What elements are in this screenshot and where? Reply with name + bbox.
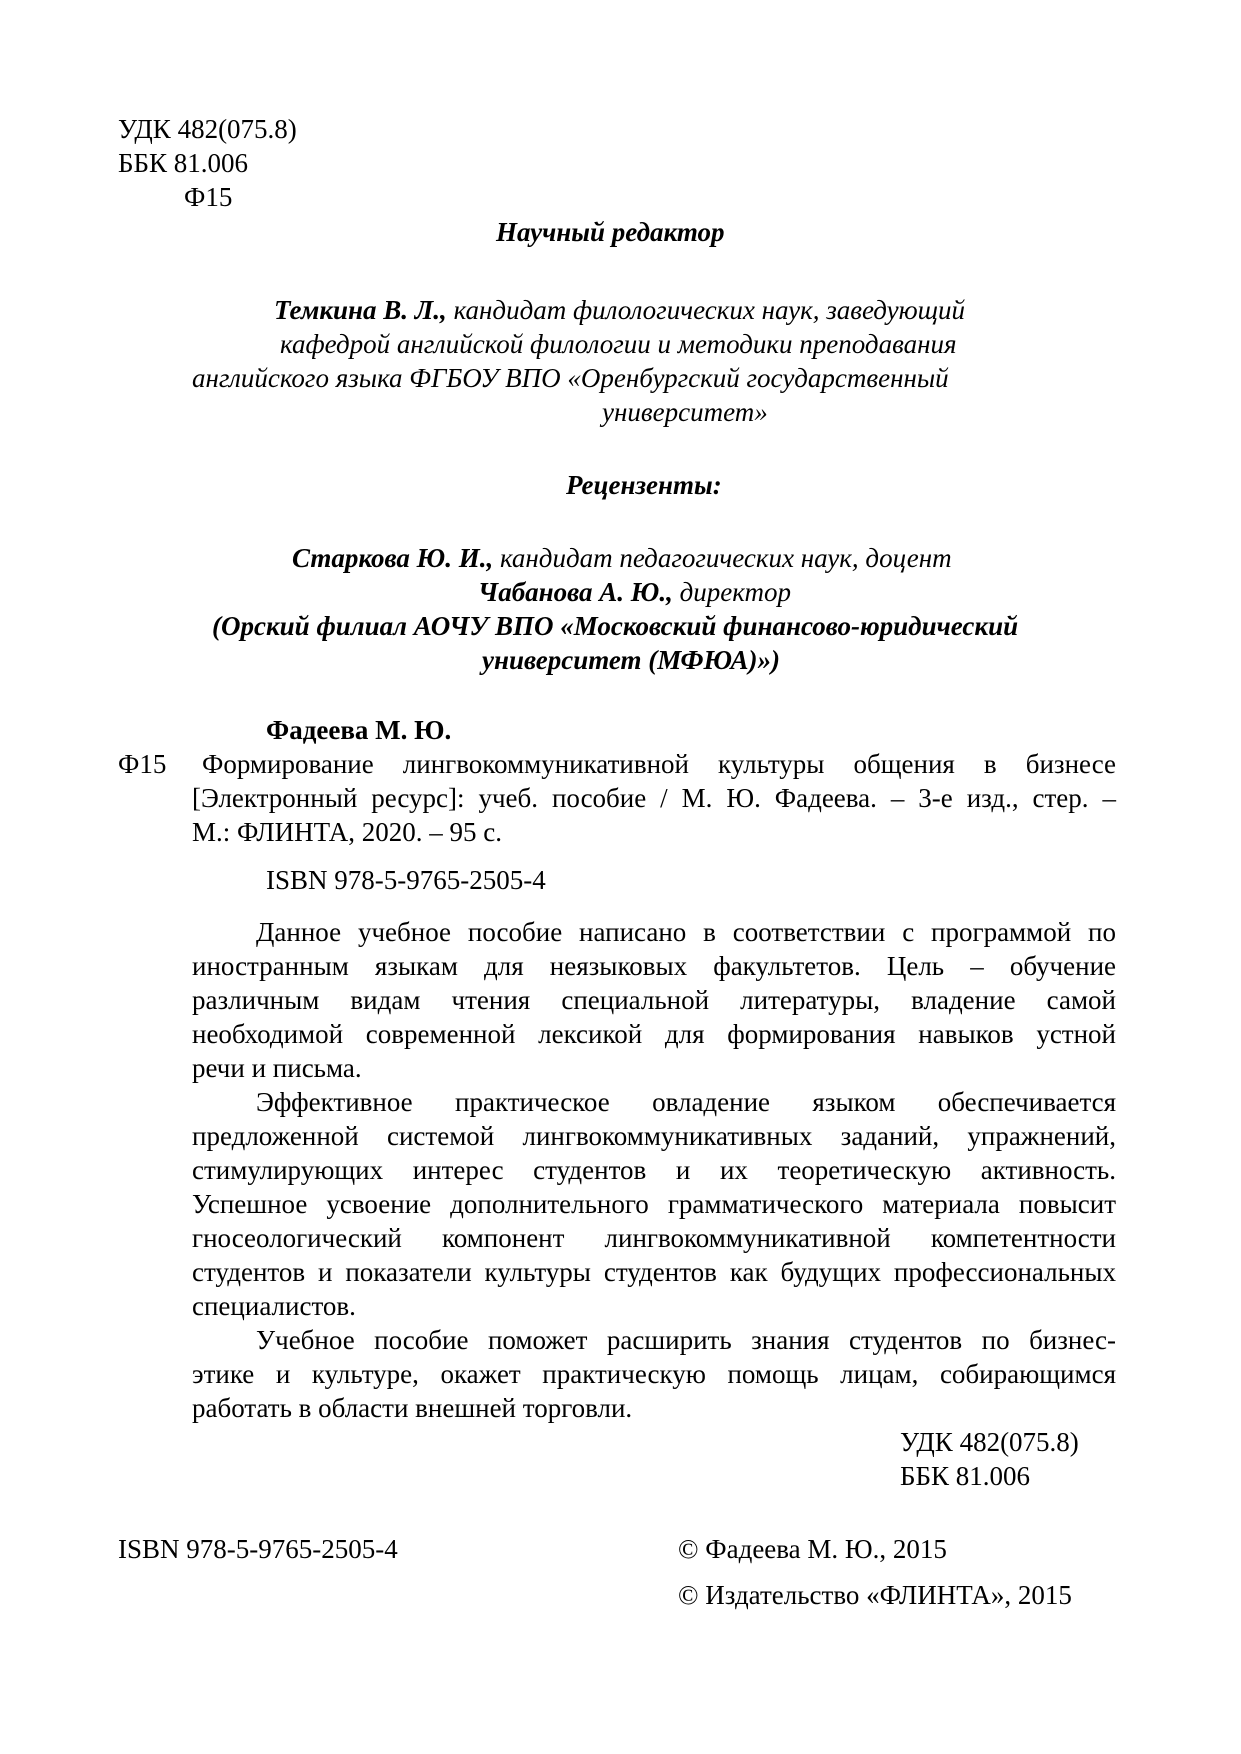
abstract-p1-line: иностранным языкам для неязыковых факультетов. Цель – обучение [192,951,1116,981]
abstract-p1-line: различным видам чтения специальной литературы, владение самой [192,985,1116,1015]
reviewer-2 [478,575,791,609]
catalog-line-1: Формирование лингвокоммуникативной культуры общения в бизнесе [202,749,1116,779]
catalog-author: Фадеева М. Ю. [266,715,452,745]
catalog-line-3: М.: ФЛИНТА, 2020. – 95 с. [192,817,502,847]
abstract-p1-line: Данное учебное пособие написано в соответствии с программой по [256,917,1116,947]
editor-desc: кандидат филологических наук, заведующий [446,295,965,325]
author-mark: Ф15 [184,182,233,212]
footer-bbk-code: ББК 81.006 [900,1461,1031,1491]
reviewer-org-line-2: университет (МФЮА)») [482,645,781,675]
editor-heading: Научный редактор [496,217,725,247]
abstract-p3-line: Учебное пособие поможет расширить знания студентов по бизнес- [256,1325,1116,1355]
footer-udk-code: УДК 482(075.8) [900,1427,1079,1457]
editor-line-1 [274,293,965,327]
catalog-isbn: ISBN 978-5-9765-2505-4 [266,865,546,895]
reviewers-heading: Рецензенты: [566,470,722,500]
reviewer-1-desc: кандидат педагогических наук, доцент [493,543,952,573]
abstract-p2-line: предложенной системой лингвокоммуникативных заданий, упражнений, [192,1121,1116,1151]
catalog-mark: Ф15 [118,749,167,779]
abstract-p1-line: необходимой современной лексикой для формирования навыков устной [192,1019,1116,1049]
reviewer-1 [292,541,952,575]
editor-line-4: университет» [602,397,768,427]
reviewer-org-line-1: (Орский филиал АОЧУ ВПО «Московский финансово-юридический [212,611,1019,641]
catalog-line-2: [Электронный ресурс]: учеб. пособие / М. Ю. Фадеева. – 3-е изд., стер. – [192,783,1116,813]
udk-code: УДК 482(075.8) [118,114,297,144]
reviewer-2-desc: директор [672,577,791,607]
copyright-publisher: © Издательство «ФЛИНТА», 2015 [678,1580,1072,1610]
reviewer-1-name: Старкова Ю. И., [292,543,494,573]
abstract-p2-line: Эффективное практическое овладение языком обеспечивается [256,1087,1116,1117]
abstract-p2-line: студентов и показатели культуры студентов как будущих профессиональных [192,1257,1116,1287]
abstract-p1-line: речи и письма. [192,1053,362,1083]
bbk-code: ББК 81.006 [118,148,249,178]
copyright-author: © Фадеева М. Ю., 2015 [678,1534,947,1564]
abstract-p2-line: стимулирующих интерес студентов и их теоретическую активность. [192,1155,1116,1185]
editor-line-2: кафедрой английской филологии и методики преподавания [280,329,957,359]
editor-name: Темкина В. Л., [274,295,447,325]
abstract-p3-line: этике и культуре, окажет практическую помощь лицам, собирающимся [192,1359,1116,1389]
bottom-isbn: ISBN 978-5-9765-2505-4 [118,1534,398,1564]
abstract-p3-line: работать в области внешней торговли. [192,1393,633,1423]
editor-line-3: английского языка ФГБОУ ВПО «Оренбургский государственный [192,363,949,393]
abstract-p2-line: Успешное усвоение дополнительного грамматического материала повысит [192,1189,1116,1219]
abstract-p2-line: гносеологический компонент лингвокоммуникативной компетентности [192,1223,1116,1253]
abstract-p2-line: специалистов. [192,1291,356,1321]
reviewer-2-name: Чабанова А. Ю., [478,577,673,607]
